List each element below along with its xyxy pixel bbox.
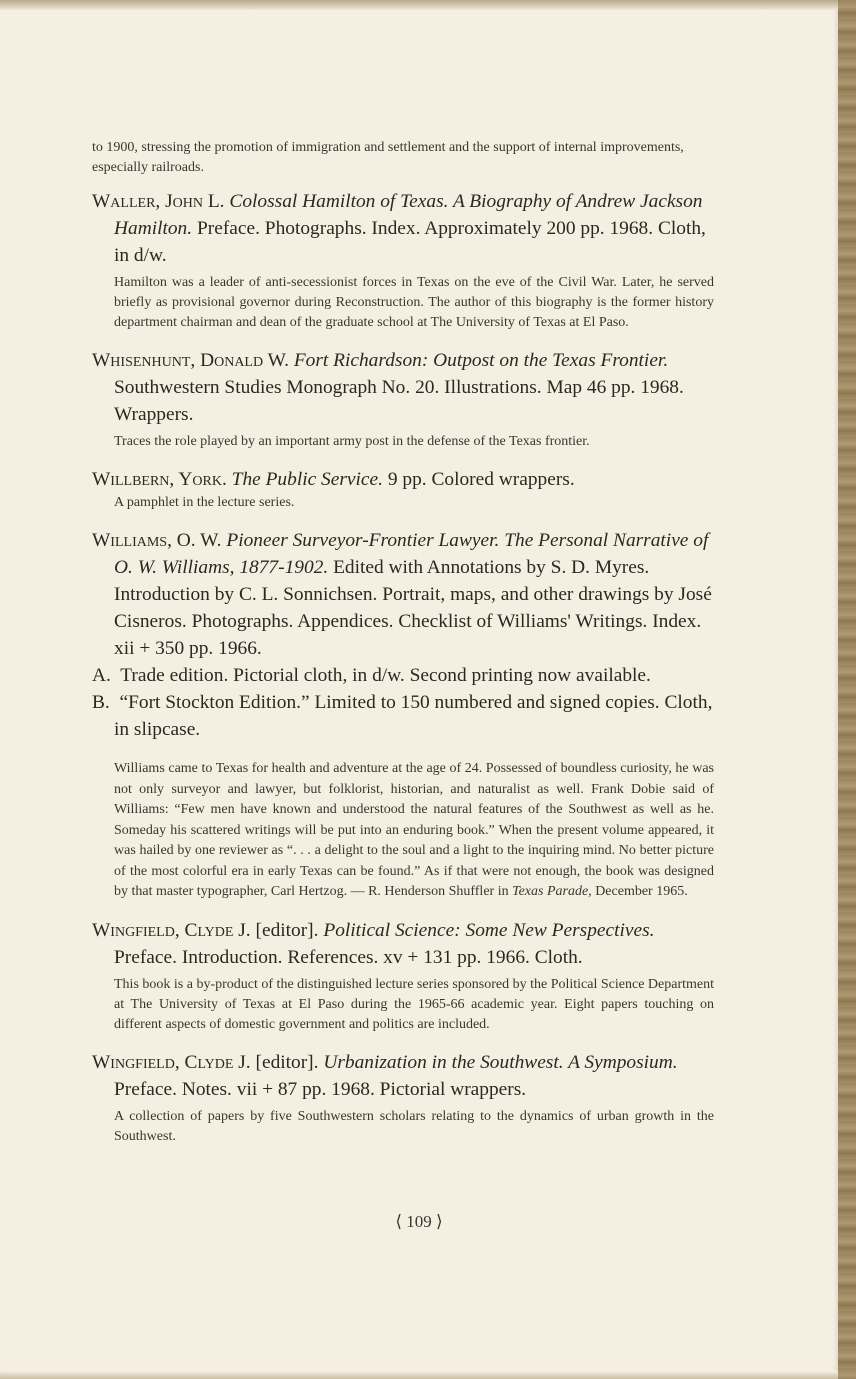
- entry-title: Colossal Hamilton of Texas. A Biography of Andrew Jackson Hamilton.: [114, 191, 703, 239]
- review-source: Texas Parade,: [512, 884, 592, 899]
- entry-details: Edited with Annotations by S. D. Myres. Introduction by C. L. Sonnichsen. Portrait, maps, and other drawings by José Cisneros. Photographs. Appendices. Checklist of Williams' Writings. Index. xii + 350 pp. 1966.: [114, 557, 712, 659]
- edition-letter: A.: [92, 665, 111, 686]
- page-number: ⟨ 109 ⟩: [395, 1212, 443, 1231]
- entry-editor-note: [editor].: [255, 1051, 319, 1073]
- entry-heading: [92, 1049, 714, 1103]
- review-text: Williams came to Texas for health and adventure at the age of 24. Possessed of boundless curiosity, he was not only surveyor and lawyer, but folklorist, historian, and naturalist as well. Frank Dobie said of Williams: “Few men have known and understood the natural features of the Southwest as well as he. Someday his scattered writings will be put into an enduring book.” When the present volume appeared, it was hailed by one reviewer as “. . . a delight to the soul and a light to the inquiring mind. No better picture of the most colorful era in early Texas can be found.” As if that were not enough, the book was designed by that master typographer, Carl Hertzog. — R. Henderson Shuffler in: [114, 761, 714, 899]
- page-top-edge: [0, 0, 838, 10]
- edition-letter: B.: [92, 692, 110, 713]
- edition-line: [92, 662, 714, 689]
- entry-description: Hamilton was a leader of anti-secessionist forces in Texas on the eve of the Civil War. Later, he served briefly as provisional governor during Reconstruction. The author of this biography is the former history department chairman and dean of the graduate school at The University of Texas at El Paso.: [114, 275, 714, 330]
- edition-text: “Fort Stockton Edition.” Limited to 150 numbered and signed copies. Cloth, in slipcase.: [114, 692, 713, 740]
- entry-editor-note: [editor].: [255, 919, 319, 941]
- intro-paragraph: to 1900, stressing the promotion of immigration and settlement and the support of internal improvements, especially railroads.: [92, 140, 684, 175]
- page-content: [92, 138, 714, 1161]
- entry-heading: [92, 466, 714, 493]
- page-bottom-edge: [0, 1371, 838, 1379]
- entry-description: A pamphlet in the lecture series.: [114, 495, 295, 510]
- entry-description: [92, 759, 714, 903]
- catalog-entry: [92, 466, 714, 513]
- entry-title: Pioneer Surveyor-Frontier Lawyer. The Personal Narrative of O. W. Williams, 1877-1902.: [114, 530, 709, 578]
- book-spine-edge: [838, 0, 856, 1379]
- entry-author: Waller, John L.: [92, 191, 225, 212]
- catalog-entry: [92, 188, 714, 333]
- entry-title: The Public Service.: [231, 469, 383, 490]
- entry-author: Williams, O. W.: [92, 530, 222, 551]
- entry-title: Fort Richardson: Outpost on the Texas Frontier.: [293, 350, 669, 371]
- entry-details: Preface. Introduction. References. xv + 131 pp. 1966. Cloth.: [114, 946, 583, 968]
- entry-description: Traces the role played by an important army post in the defense of the Texas frontier.: [114, 434, 590, 449]
- entry-heading: [92, 188, 714, 269]
- entry-details: Southwestern Studies Monograph No. 20. Illustrations. Map 46 pp. 1968. Wrappers.: [114, 377, 684, 425]
- catalog-entry: [92, 347, 714, 452]
- catalog-entry: [92, 527, 714, 903]
- review-date: December 1965.: [595, 884, 688, 899]
- entry-title: Political Science: Some New Perspectives.: [323, 919, 655, 941]
- catalog-entry: [92, 1049, 714, 1147]
- entry-title: Urbanization in the Southwest. A Symposium.: [323, 1051, 678, 1073]
- entry-heading: [92, 917, 714, 971]
- entry-author: Whisenhunt, Donald W.: [92, 350, 289, 371]
- entry-author: Wingfield, Clyde J.: [92, 1051, 251, 1073]
- entry-details: 9 pp. Colored wrappers.: [387, 469, 575, 490]
- entry-details: Preface. Notes. vii + 87 pp. 1968. Pictorial wrappers.: [114, 1078, 527, 1100]
- entry-heading: [92, 347, 714, 428]
- entry-description: This book is a by-product of the distinguished lecture series sponsored by the Political Science Department at The University of Texas at El Paso during the 1965-66 academic year. Eight papers touching on different aspects of domestic government and politics are included.: [114, 976, 714, 1032]
- entry-description: A collection of papers by five Southwestern scholars relating to the dynamics of urban growth in the Southwest.: [114, 1108, 714, 1144]
- entry-heading: [92, 527, 714, 662]
- entry-author: Willbern, York.: [92, 469, 227, 490]
- entry-author: Wingfield, Clyde J.: [92, 919, 251, 941]
- edition-line: [92, 689, 714, 743]
- catalog-entry: [92, 917, 714, 1035]
- edition-text: Trade edition. Pictorial cloth, in d/w. Second printing now available.: [120, 665, 651, 686]
- entry-details: Preface. Photographs. Index. Approximately 200 pp. 1968. Cloth, in d/w.: [114, 218, 706, 266]
